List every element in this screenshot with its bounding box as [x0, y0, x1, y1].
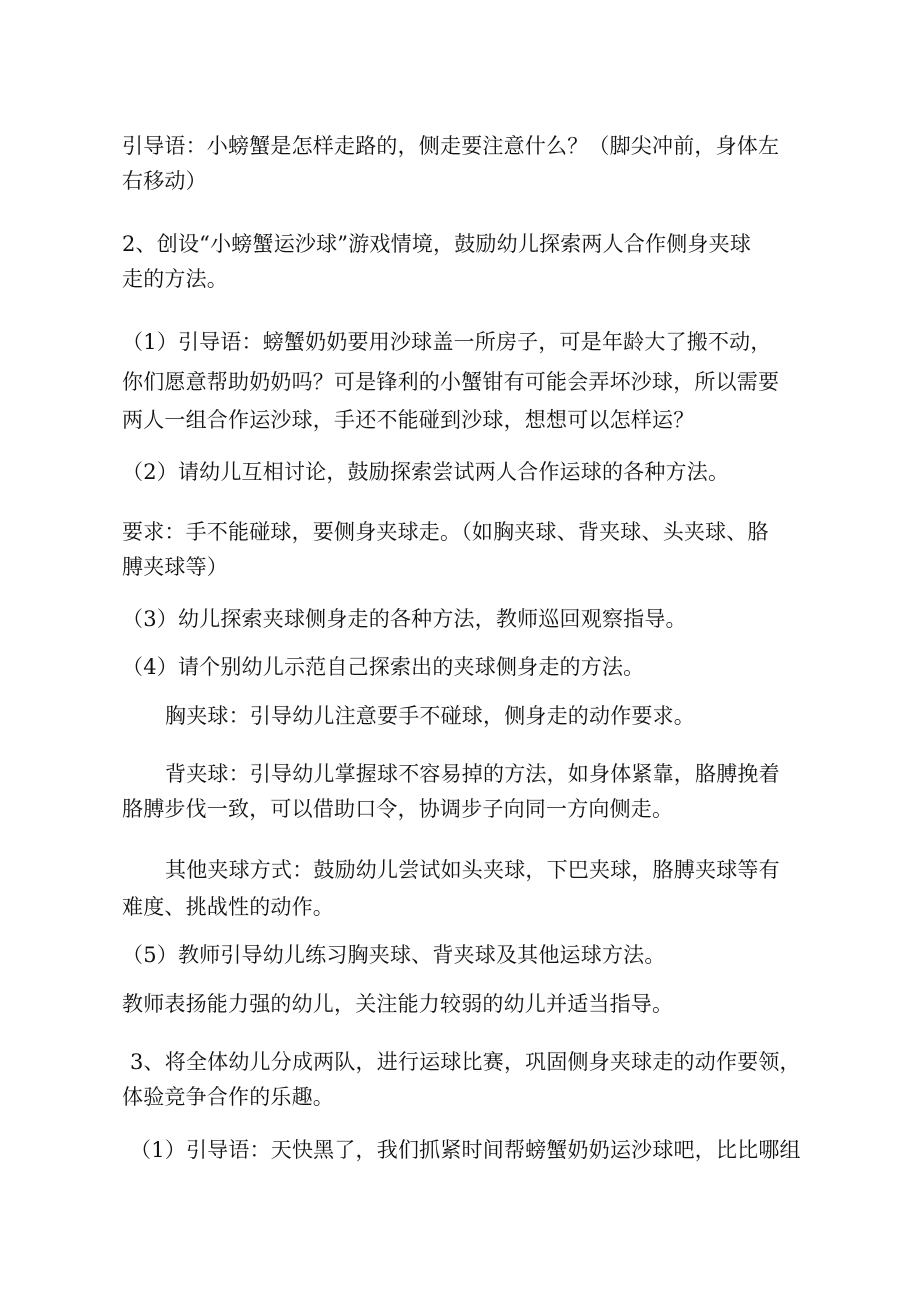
text-line: 两人一组合作运沙球，手还不能碰到沙球，想想可以怎样运？: [122, 408, 695, 432]
text-line: 2、创设“小螃蟹运沙球”游戏情境，鼓励幼儿探索两人合作侧身夹球: [122, 232, 752, 256]
text-line: 引导语：小螃蟹是怎样走路的，侧走要注意什么？（脚尖冲前，身体左: [122, 134, 780, 158]
text-line: 胸夹球：引导幼儿注意要手不碰球，侧身走的动作要求。: [165, 704, 695, 728]
text-line: 教师表扬能力强的幼儿，关注能力较弱的幼儿并适当指导。: [122, 992, 674, 1016]
text-line: （1）引导语：天快黑了，我们抓紧时间帮螃蟹奶奶运沙球吧，比比哪组: [130, 1138, 801, 1162]
text-line: （2）请幼儿互相讨论，鼓励探索尝试两人合作运球的各种方法。: [122, 460, 730, 484]
text-line: 右移动）: [122, 169, 207, 193]
text-line: 体验竞争合作的乐趣。: [122, 1085, 334, 1109]
text-line: 难度、挑战性的动作。: [122, 895, 334, 919]
text-line: 膊夹球等）: [122, 555, 228, 579]
text-line: 胳膊步伐一致，可以借助口令，协调步子向同一方向侧走。: [122, 797, 674, 821]
text-line: 其他夹球方式：鼓励幼儿尝试如头夹球，下巴夹球，胳膊夹球等有: [165, 858, 780, 882]
text-line: 3、将全体幼儿分成两队，进行运球比赛，巩固侧身夹球走的动作要领，: [130, 1050, 801, 1074]
text-line: （5）教师引导幼儿练习胸夹球、背夹球及其他运球方法。: [122, 943, 666, 967]
text-line: 要求：手不能碰球，要侧身夹球走。（如胸夹球、背夹球、头夹球、胳: [122, 520, 769, 544]
text-line: 背夹球：引导幼儿掌握球不容易掉的方法，如身体紧靠，胳膊挽着: [165, 762, 780, 786]
text-line: （4）请个别幼儿示范自己探索出的夹球侧身走的方法。: [122, 655, 645, 679]
text-line: 走的方法。: [122, 267, 228, 291]
text-line: （1）引导语：螃蟹奶奶要用沙球盖一所房子，可是年龄大了搬不动，: [122, 330, 772, 354]
text-line: 你们愿意帮助奶奶吗？可是锋利的小蟹钳有可能会弄坏沙球，所以需要: [122, 370, 780, 394]
text-line: （3）幼儿探索夹球侧身走的各种方法，教师巡回观察指导。: [122, 607, 687, 631]
